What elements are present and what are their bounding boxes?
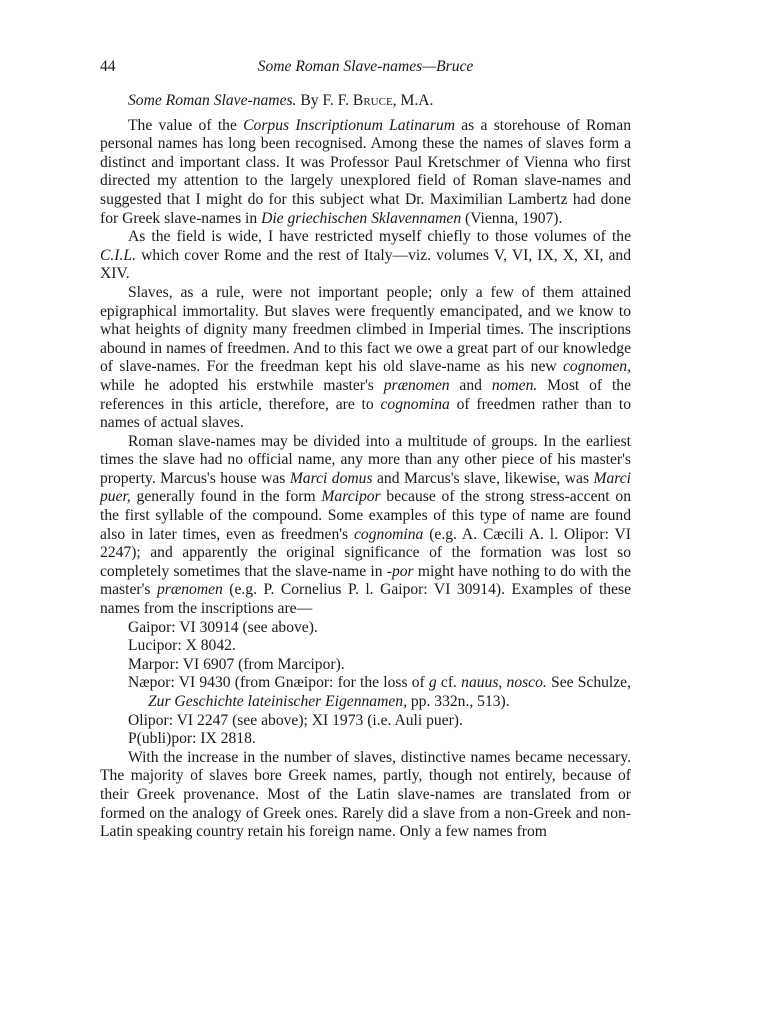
italic-run: g xyxy=(428,674,437,692)
text-run: might have nothing to do with the master's xyxy=(100,562,632,599)
text-run: Næpor: VI 9430 (from Gnæipor: for the loss of xyxy=(128,674,429,692)
italic-run: -por xyxy=(386,562,414,580)
text-run: cf. xyxy=(436,674,462,692)
paragraph-4 xyxy=(100,433,631,619)
italic-run: Marci puer, xyxy=(100,469,631,506)
text-run: (e.g. A. Cæcili A. l. Olipor: VI 2247); and apparently the original significance of the formation was lost so completely sometimes that the slave-name in xyxy=(100,525,631,580)
page-body xyxy=(100,58,631,842)
text-run: generally found in the form xyxy=(130,488,322,506)
text-run: (Vienna, 1907). xyxy=(461,209,563,227)
italic-run: Die griechischen Sklavennamen xyxy=(261,209,462,227)
article-title: Some Roman Slave-names. xyxy=(128,92,297,109)
author-name: F. F. Bruce, M.A. xyxy=(322,92,434,109)
italic-run: cognomina xyxy=(380,395,450,413)
italic-run: C.I.L. xyxy=(100,246,136,264)
italic-run: Corpus Inscriptionum Latinarum xyxy=(243,116,455,134)
italic-run: Marci domus xyxy=(289,469,373,487)
page-header: 44 Some Roman Slave-names—Bruce xyxy=(100,58,631,82)
running-title: Some Roman Slave-names—Bruce xyxy=(257,58,474,75)
italic-run: cognomen, xyxy=(563,358,631,376)
example-item: Olipor: VI 2247 (see above); XI 1973 (i.e. Auli puer). xyxy=(128,711,463,729)
italic-run: Marcipor xyxy=(321,488,381,506)
example-item: Marpor: VI 6907 (from Marcipor). xyxy=(128,655,345,673)
text-run: of freedmen rather than to names of actual slaves. xyxy=(100,395,631,432)
text-run: as a storehouse of Roman personal names has long been recognised. Among these the names of slaves form a distinct and important class. It was Professor Paul Kretschmer of Vienna who first directed my attention to the largely unexplored field of Roman slave-names and suggested that I might do for this subject what Dr. Maximilian Lambertz had done for Greek slave-names in xyxy=(100,116,631,227)
paragraph-3 xyxy=(100,284,631,433)
text-run: The value of the xyxy=(128,116,244,134)
text-run: and Marcus's slave, likewise, was xyxy=(372,469,594,487)
italic-run: nauus, nosco. xyxy=(461,674,547,692)
byline-by: By xyxy=(300,92,319,109)
paragraph-2 xyxy=(100,228,631,284)
paragraph-1 xyxy=(100,117,631,229)
text-run: As the field is wide, I have restricted myself chiefly to those volumes of the xyxy=(128,228,631,246)
article-title-line xyxy=(100,92,631,111)
text-run: Slaves, as a rule, were not important people; only a few of them attained epigraphical immortality. But slaves were frequently emancipated, and we know to what heights of dignity many freedmen climbed in Imperial times. The inscriptions abound in names of freedmen. And to this fact we owe a great part of our knowledge of slave-names. For the freedman kept his old slave-name as his new xyxy=(100,283,631,376)
text-run: while he adopted his erstwhile master's xyxy=(100,376,384,394)
text-run: Most of the references in this article, therefore, are to xyxy=(100,376,631,413)
example-item: Lucipor: X 8042. xyxy=(128,637,236,655)
italic-run: cognomina xyxy=(354,525,424,543)
example-item: P(ubli)por: IX 2818. xyxy=(128,730,256,748)
text-run: and xyxy=(449,376,492,394)
text-run: (e.g. P. Cornelius P. l. Gaipor: VI 30914). Examples of these names from the inscriptions are— xyxy=(100,581,631,618)
example-item xyxy=(128,674,631,711)
example-item: Gaipor: VI 30914 (see above). xyxy=(128,618,318,636)
italic-run: prænomen xyxy=(156,581,223,599)
paragraph-5 xyxy=(100,749,631,842)
example-list xyxy=(100,619,631,749)
text-run: because of the strong stress-accent on the first syllable of the compound. Some examples of this type of name are found also in later times, even as freedmen's xyxy=(100,488,632,543)
text-run: With the increase in the number of slaves, distinctive names became necessary. The majority of slaves bore Greek names, partly, though not entirely, because of their Greek provenance. Most of the Latin slave-names are translated from or formed on the analogy of Greek ones. Rarely did a slave from a non-Greek and non-Latin speaking country retain his foreign name. Only a few names from xyxy=(100,748,631,841)
italic-run: nomen. xyxy=(491,376,538,394)
italic-run: prænomen xyxy=(383,376,450,394)
text-run: See Schulze, xyxy=(546,674,632,692)
text-run: Roman slave-names may be divided into a multitude of groups. In the earliest times the slave had no official name, any more than any other piece of his master's property. Marcus's house was xyxy=(100,432,631,487)
italic-run: Zur Geschichte lateinischer Eigennamen, xyxy=(148,693,407,710)
text-run: pp. 332n., 513). xyxy=(406,693,510,710)
text-run: which cover Rome and the rest of Italy—viz. volumes V, VI, IX, X, XI, and XIV. xyxy=(100,246,631,283)
